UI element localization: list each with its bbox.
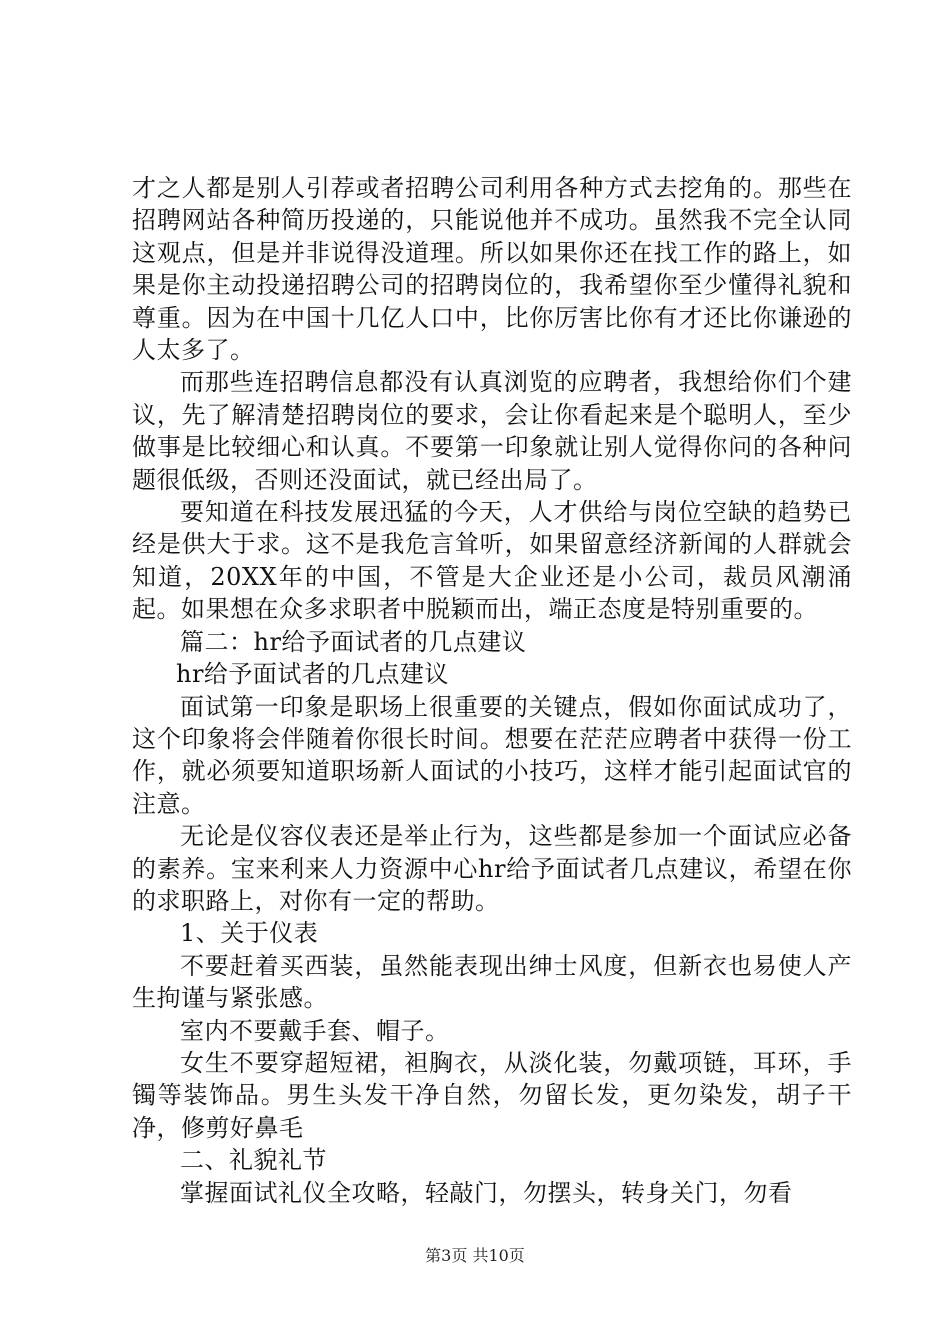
paragraph-advice: 而那些连招聘信息都没有认真浏览的应聘者，我想给你们个建议，先了解清楚招聘岗位的要求，会让你看起来是个聪明人，至少做事是比较细心和认真。不要第一印象就让别人觉得你问的各种问题很低级，否则还没面试，就已经出局了。	[132, 368, 852, 494]
paragraph-dress-advice: 女生不要穿超短裙，袒胸衣，从淡化装，勿戴项链，耳环，手镯等装饰品。男生头发干净自然，勿留长发，更勿染发，胡子干净，修剪好鼻毛	[132, 1048, 852, 1142]
paragraph-trend: 要知道在科技发展迅猛的今天，人才供给与岗位空缺的趋势已经是供大于求。这不是我危言耸听，如果留意经济新闻的人群就会知道，20XX年的中国，不管是大企业还是小公司，裁员风潮涌起。如果想在众多求职者中脱颖而出，端正态度是特别重要的。	[132, 498, 852, 624]
paragraph-manners-advice: 掌握面试礼仪全攻略，轻敲门，勿摆头，转身关门，勿看	[180, 1178, 793, 1207]
paragraph-etiquette-intro: 无论是仪容仪表还是举止行为，这些都是参加一个面试应必备的素养。宝来利来人力资源中心hr给予面试者几点建议，希望在你的求职路上，对你有一定的帮助。	[132, 822, 852, 915]
paragraph-first-impression: 面试第一印象是职场上很重要的关键点，假如你面试成功了，这个印象将会伴随着你很长时间。想要在茫茫应聘者中获得一份工作，就必须要知道职场新人面试的小技巧，这样才能引起面试官的注意。	[132, 692, 852, 818]
section-heading-part-two: 篇二：hr给予面试者的几点建议	[180, 627, 527, 656]
page-number-footer: 第3页 共10页	[425, 1246, 525, 1265]
paragraph-continuation: 才之人都是别人引荐或者招聘公司利用各种方式去挖角的。那些在招聘网站各种简历投递的，只能说他并不成功。虽然我不完全认同这观点，但是并非说得没道理。所以如果你还在找工作的路上，如果是你主动投递招聘公司的招聘岗位的，我希望你至少懂得礼貌和尊重。因为在中国十几亿人口中，比你厉害比你有才还比你谦逊的人太多了。	[132, 174, 852, 365]
list-heading-appearance: 1、关于仪表	[180, 919, 319, 948]
paragraph-indoor-advice: 室内不要戴手套、帽子。	[180, 1016, 450, 1045]
list-heading-manners: 二、礼貌礼节	[180, 1146, 327, 1175]
paragraph-suit-advice: 不要赶着买西装，虽然能表现出绅士风度，但新衣也易使人产生拘谨与紧张感。	[132, 951, 852, 1013]
section-subtitle: hr给予面试者的几点建议	[176, 660, 449, 689]
document-body	[132, 172, 852, 1209]
